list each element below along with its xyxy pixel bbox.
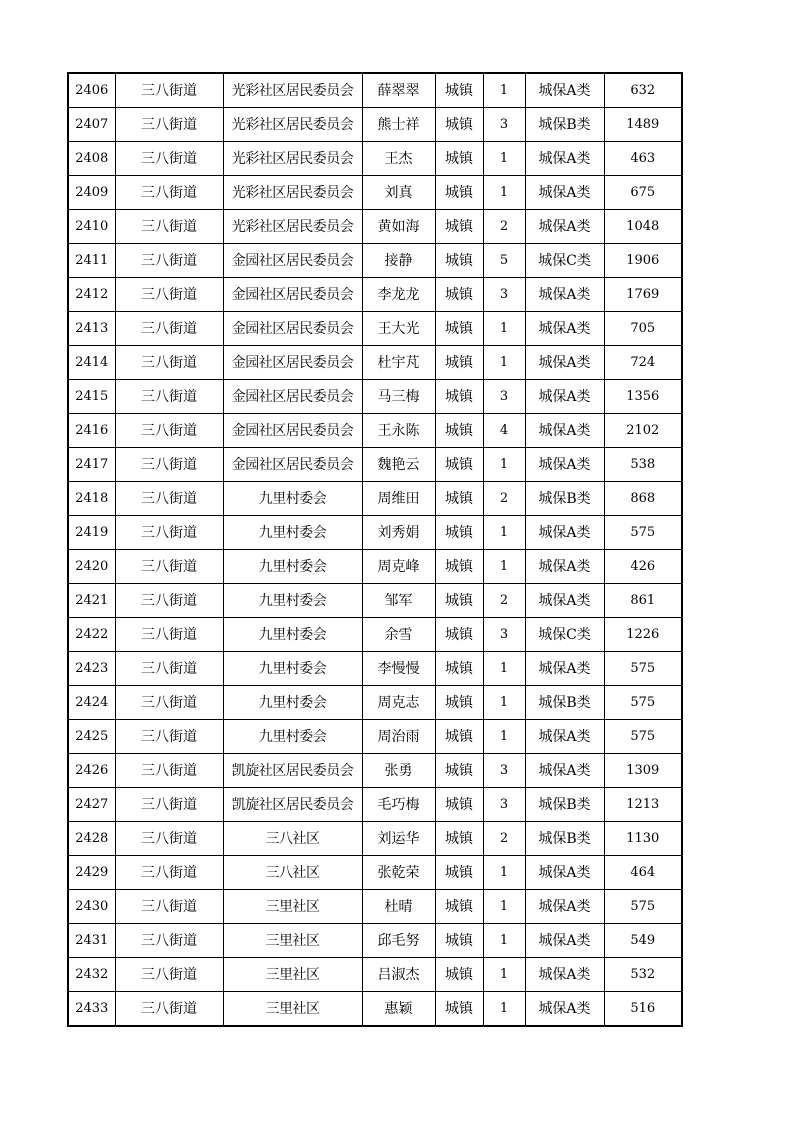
household-size-cell: 3	[483, 278, 525, 312]
assistance-class-cell: 城保B类	[525, 788, 604, 822]
row-number-cell: 2413	[68, 312, 115, 346]
area-type-cell: 城镇	[435, 482, 483, 516]
row-number-cell: 2407	[68, 108, 115, 142]
assistance-class-cell: 城保A类	[525, 924, 604, 958]
area-type-cell: 城镇	[435, 584, 483, 618]
row-number-cell: 2412	[68, 278, 115, 312]
community-cell: 光彩社区居民委员会	[223, 210, 362, 244]
amount-cell: 1213	[604, 788, 682, 822]
row-number-cell: 2432	[68, 958, 115, 992]
assistance-class-cell: 城保B类	[525, 108, 604, 142]
area-type-cell: 城镇	[435, 550, 483, 584]
community-cell: 三里社区	[223, 890, 362, 924]
table-row	[68, 516, 682, 550]
street-cell: 三八街道	[115, 278, 223, 312]
assistance-class-cell: 城保A类	[525, 142, 604, 176]
area-type-cell: 城镇	[435, 380, 483, 414]
community-cell: 光彩社区居民委员会	[223, 108, 362, 142]
community-cell: 金园社区居民委员会	[223, 312, 362, 346]
household-size-cell: 1	[483, 448, 525, 482]
household-size-cell: 3	[483, 618, 525, 652]
area-type-cell: 城镇	[435, 210, 483, 244]
amount-cell: 575	[604, 516, 682, 550]
table-row	[68, 210, 682, 244]
household-size-cell: 1	[483, 652, 525, 686]
name-cell: 李龙龙	[362, 278, 435, 312]
household-size-cell: 1	[483, 346, 525, 380]
street-cell: 三八街道	[115, 380, 223, 414]
name-cell: 惠颖	[362, 992, 435, 1027]
assistance-class-cell: 城保A类	[525, 278, 604, 312]
street-cell: 三八街道	[115, 958, 223, 992]
household-size-cell: 3	[483, 788, 525, 822]
street-cell: 三八街道	[115, 516, 223, 550]
street-cell: 三八街道	[115, 244, 223, 278]
area-type-cell: 城镇	[435, 244, 483, 278]
street-cell: 三八街道	[115, 108, 223, 142]
street-cell: 三八街道	[115, 584, 223, 618]
row-number-cell: 2429	[68, 856, 115, 890]
amount-cell: 575	[604, 686, 682, 720]
household-size-cell: 1	[483, 890, 525, 924]
household-size-cell: 3	[483, 108, 525, 142]
amount-cell: 632	[604, 73, 682, 108]
area-type-cell: 城镇	[435, 176, 483, 210]
amount-cell: 1048	[604, 210, 682, 244]
street-cell: 三八街道	[115, 482, 223, 516]
amount-cell: 1356	[604, 380, 682, 414]
row-number-cell: 2422	[68, 618, 115, 652]
row-number-cell: 2423	[68, 652, 115, 686]
community-cell: 九里村委会	[223, 618, 362, 652]
row-number-cell: 2424	[68, 686, 115, 720]
table-row	[68, 278, 682, 312]
assistance-class-cell: 城保A类	[525, 448, 604, 482]
amount-cell: 538	[604, 448, 682, 482]
table-row	[68, 550, 682, 584]
assistance-class-cell: 城保A类	[525, 720, 604, 754]
street-cell: 三八街道	[115, 856, 223, 890]
name-cell: 余雪	[362, 618, 435, 652]
table-row	[68, 380, 682, 414]
assistance-class-cell: 城保A类	[525, 380, 604, 414]
assistance-class-cell: 城保A类	[525, 890, 604, 924]
row-number-cell: 2428	[68, 822, 115, 856]
name-cell: 周治雨	[362, 720, 435, 754]
name-cell: 刘真	[362, 176, 435, 210]
table-row	[68, 176, 682, 210]
amount-cell: 532	[604, 958, 682, 992]
table-row	[68, 584, 682, 618]
name-cell: 周维田	[362, 482, 435, 516]
area-type-cell: 城镇	[435, 924, 483, 958]
table-body	[68, 73, 682, 1026]
street-cell: 三八街道	[115, 312, 223, 346]
row-number-cell: 2426	[68, 754, 115, 788]
household-size-cell: 5	[483, 244, 525, 278]
amount-cell: 575	[604, 720, 682, 754]
assistance-class-cell: 城保A类	[525, 73, 604, 108]
community-cell: 光彩社区居民委员会	[223, 73, 362, 108]
amount-cell: 516	[604, 992, 682, 1027]
community-cell: 九里村委会	[223, 686, 362, 720]
row-number-cell: 2427	[68, 788, 115, 822]
street-cell: 三八街道	[115, 142, 223, 176]
community-cell: 九里村委会	[223, 720, 362, 754]
table-row	[68, 652, 682, 686]
assistance-class-cell: 城保C类	[525, 618, 604, 652]
name-cell: 马三梅	[362, 380, 435, 414]
area-type-cell: 城镇	[435, 652, 483, 686]
area-type-cell: 城镇	[435, 312, 483, 346]
amount-cell: 1130	[604, 822, 682, 856]
table-row	[68, 958, 682, 992]
assistance-class-cell: 城保A类	[525, 992, 604, 1027]
street-cell: 三八街道	[115, 448, 223, 482]
assistance-class-cell: 城保C类	[525, 244, 604, 278]
row-number-cell: 2414	[68, 346, 115, 380]
area-type-cell: 城镇	[435, 73, 483, 108]
community-cell: 三里社区	[223, 924, 362, 958]
assistance-class-cell: 城保A类	[525, 346, 604, 380]
amount-cell: 1226	[604, 618, 682, 652]
assistance-class-cell: 城保A类	[525, 312, 604, 346]
name-cell: 周克志	[362, 686, 435, 720]
amount-cell: 1309	[604, 754, 682, 788]
table-row	[68, 448, 682, 482]
name-cell: 张勇	[362, 754, 435, 788]
area-type-cell: 城镇	[435, 754, 483, 788]
table-row	[68, 890, 682, 924]
amount-cell: 549	[604, 924, 682, 958]
row-number-cell: 2419	[68, 516, 115, 550]
household-size-cell: 2	[483, 482, 525, 516]
data-table	[67, 72, 683, 1027]
name-cell: 刘运华	[362, 822, 435, 856]
assistance-class-cell: 城保B类	[525, 482, 604, 516]
street-cell: 三八街道	[115, 73, 223, 108]
area-type-cell: 城镇	[435, 414, 483, 448]
row-number-cell: 2417	[68, 448, 115, 482]
community-cell: 金园社区居民委员会	[223, 380, 362, 414]
area-type-cell: 城镇	[435, 346, 483, 380]
amount-cell: 426	[604, 550, 682, 584]
community-cell: 三八社区	[223, 856, 362, 890]
table-row	[68, 346, 682, 380]
name-cell: 熊士祥	[362, 108, 435, 142]
community-cell: 凯旋社区居民委员会	[223, 754, 362, 788]
name-cell: 张乾荣	[362, 856, 435, 890]
household-size-cell: 1	[483, 142, 525, 176]
community-cell: 光彩社区居民委员会	[223, 142, 362, 176]
amount-cell: 464	[604, 856, 682, 890]
street-cell: 三八街道	[115, 550, 223, 584]
community-cell: 九里村委会	[223, 550, 362, 584]
community-cell: 九里村委会	[223, 652, 362, 686]
assistance-class-cell: 城保A类	[525, 958, 604, 992]
street-cell: 三八街道	[115, 924, 223, 958]
table-row	[68, 312, 682, 346]
table-row	[68, 720, 682, 754]
household-size-cell: 4	[483, 414, 525, 448]
area-type-cell: 城镇	[435, 788, 483, 822]
row-number-cell: 2421	[68, 584, 115, 618]
area-type-cell: 城镇	[435, 108, 483, 142]
assistance-class-cell: 城保B类	[525, 822, 604, 856]
community-cell: 金园社区居民委员会	[223, 448, 362, 482]
amount-cell: 1489	[604, 108, 682, 142]
name-cell: 魏艳云	[362, 448, 435, 482]
row-number-cell: 2430	[68, 890, 115, 924]
assistance-class-cell: 城保A类	[525, 550, 604, 584]
name-cell: 邹军	[362, 584, 435, 618]
area-type-cell: 城镇	[435, 278, 483, 312]
amount-cell: 575	[604, 652, 682, 686]
amount-cell: 675	[604, 176, 682, 210]
name-cell: 吕淑杰	[362, 958, 435, 992]
row-number-cell: 2411	[68, 244, 115, 278]
row-number-cell: 2418	[68, 482, 115, 516]
table-row	[68, 686, 682, 720]
community-cell: 九里村委会	[223, 584, 362, 618]
area-type-cell: 城镇	[435, 992, 483, 1027]
assistance-class-cell: 城保B类	[525, 686, 604, 720]
household-size-cell: 1	[483, 176, 525, 210]
community-cell: 光彩社区居民委员会	[223, 176, 362, 210]
table-row	[68, 482, 682, 516]
table-row	[68, 856, 682, 890]
area-type-cell: 城镇	[435, 890, 483, 924]
community-cell: 三里社区	[223, 992, 362, 1027]
amount-cell: 1769	[604, 278, 682, 312]
street-cell: 三八街道	[115, 890, 223, 924]
row-number-cell: 2433	[68, 992, 115, 1027]
name-cell: 王永陈	[362, 414, 435, 448]
household-size-cell: 1	[483, 856, 525, 890]
name-cell: 杜宇芃	[362, 346, 435, 380]
street-cell: 三八街道	[115, 346, 223, 380]
area-type-cell: 城镇	[435, 822, 483, 856]
household-size-cell: 1	[483, 312, 525, 346]
household-size-cell: 1	[483, 73, 525, 108]
table-row	[68, 244, 682, 278]
table-row	[68, 73, 682, 108]
assistance-class-cell: 城保A类	[525, 414, 604, 448]
assistance-class-cell: 城保A类	[525, 210, 604, 244]
street-cell: 三八街道	[115, 414, 223, 448]
name-cell: 王杰	[362, 142, 435, 176]
assistance-class-cell: 城保A类	[525, 856, 604, 890]
street-cell: 三八街道	[115, 210, 223, 244]
area-type-cell: 城镇	[435, 142, 483, 176]
household-size-cell: 1	[483, 686, 525, 720]
street-cell: 三八街道	[115, 788, 223, 822]
amount-cell: 575	[604, 890, 682, 924]
amount-cell: 2102	[604, 414, 682, 448]
community-cell: 金园社区居民委员会	[223, 278, 362, 312]
table-row	[68, 142, 682, 176]
table-row	[68, 108, 682, 142]
assistance-class-cell: 城保A类	[525, 652, 604, 686]
assistance-class-cell: 城保A类	[525, 584, 604, 618]
area-type-cell: 城镇	[435, 720, 483, 754]
community-cell: 金园社区居民委员会	[223, 346, 362, 380]
street-cell: 三八街道	[115, 686, 223, 720]
row-number-cell: 2408	[68, 142, 115, 176]
community-cell: 金园社区居民委员会	[223, 244, 362, 278]
community-cell: 九里村委会	[223, 482, 362, 516]
name-cell: 刘秀娟	[362, 516, 435, 550]
community-cell: 金园社区居民委员会	[223, 414, 362, 448]
area-type-cell: 城镇	[435, 856, 483, 890]
name-cell: 接静	[362, 244, 435, 278]
community-cell: 九里村委会	[223, 516, 362, 550]
table-row	[68, 414, 682, 448]
street-cell: 三八街道	[115, 618, 223, 652]
row-number-cell: 2406	[68, 73, 115, 108]
name-cell: 毛巧梅	[362, 788, 435, 822]
street-cell: 三八街道	[115, 992, 223, 1027]
household-size-cell: 2	[483, 822, 525, 856]
household-size-cell: 2	[483, 584, 525, 618]
row-number-cell: 2420	[68, 550, 115, 584]
amount-cell: 1906	[604, 244, 682, 278]
row-number-cell: 2415	[68, 380, 115, 414]
table-row	[68, 788, 682, 822]
household-size-cell: 1	[483, 924, 525, 958]
name-cell: 邱毛努	[362, 924, 435, 958]
amount-cell: 705	[604, 312, 682, 346]
street-cell: 三八街道	[115, 652, 223, 686]
name-cell: 杜晴	[362, 890, 435, 924]
amount-cell: 724	[604, 346, 682, 380]
area-type-cell: 城镇	[435, 686, 483, 720]
street-cell: 三八街道	[115, 754, 223, 788]
household-size-cell: 2	[483, 210, 525, 244]
amount-cell: 868	[604, 482, 682, 516]
household-size-cell: 3	[483, 380, 525, 414]
household-size-cell: 1	[483, 720, 525, 754]
table-row	[68, 924, 682, 958]
area-type-cell: 城镇	[435, 618, 483, 652]
table-row	[68, 822, 682, 856]
household-size-cell: 3	[483, 754, 525, 788]
household-size-cell: 1	[483, 958, 525, 992]
community-cell: 凯旋社区居民委员会	[223, 788, 362, 822]
name-cell: 李慢慢	[362, 652, 435, 686]
household-size-cell: 1	[483, 550, 525, 584]
name-cell: 周克峰	[362, 550, 435, 584]
assistance-class-cell: 城保A类	[525, 516, 604, 550]
name-cell: 黄如海	[362, 210, 435, 244]
row-number-cell: 2416	[68, 414, 115, 448]
assistance-class-cell: 城保A类	[525, 176, 604, 210]
street-cell: 三八街道	[115, 822, 223, 856]
amount-cell: 861	[604, 584, 682, 618]
area-type-cell: 城镇	[435, 516, 483, 550]
table-row	[68, 618, 682, 652]
household-size-cell: 1	[483, 516, 525, 550]
row-number-cell: 2409	[68, 176, 115, 210]
table-row	[68, 992, 682, 1027]
community-cell: 三里社区	[223, 958, 362, 992]
row-number-cell: 2410	[68, 210, 115, 244]
assistance-class-cell: 城保A类	[525, 754, 604, 788]
row-number-cell: 2425	[68, 720, 115, 754]
name-cell: 王大光	[362, 312, 435, 346]
amount-cell: 463	[604, 142, 682, 176]
community-cell: 三八社区	[223, 822, 362, 856]
row-number-cell: 2431	[68, 924, 115, 958]
name-cell: 薛翠翠	[362, 73, 435, 108]
area-type-cell: 城镇	[435, 958, 483, 992]
street-cell: 三八街道	[115, 720, 223, 754]
area-type-cell: 城镇	[435, 448, 483, 482]
table-row	[68, 754, 682, 788]
street-cell: 三八街道	[115, 176, 223, 210]
household-size-cell: 1	[483, 992, 525, 1027]
